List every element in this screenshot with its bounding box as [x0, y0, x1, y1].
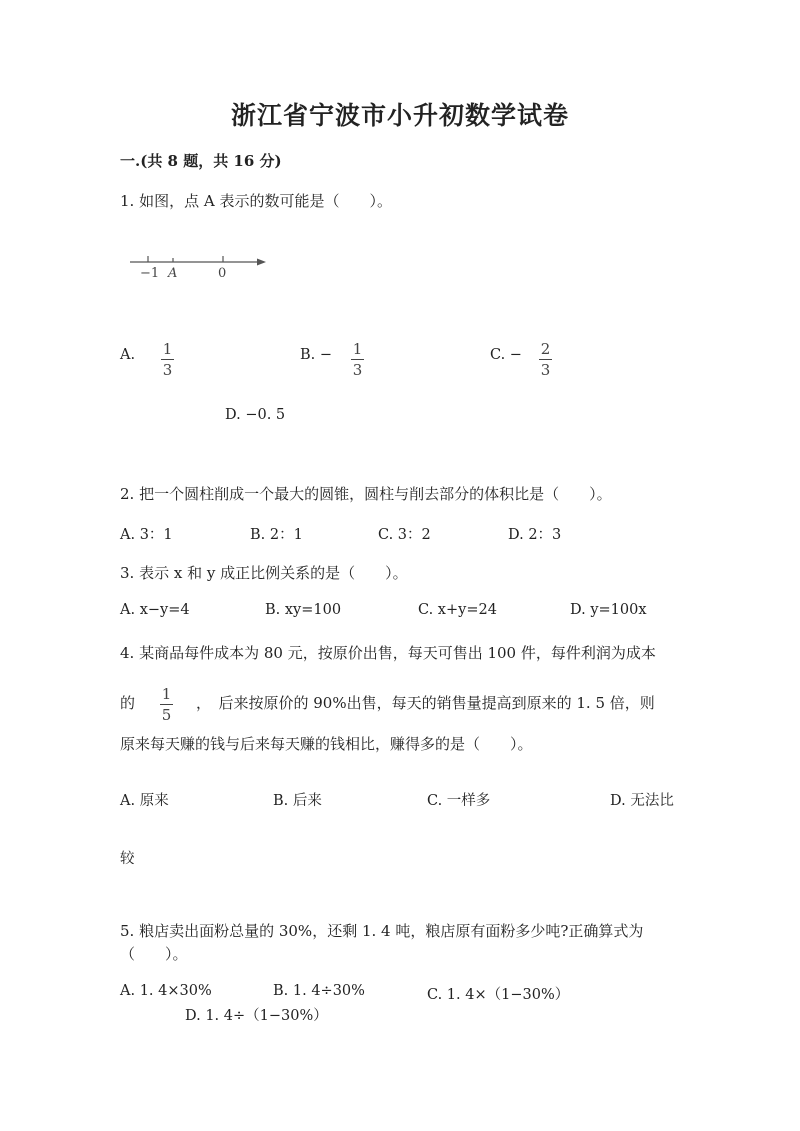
q1-option-a-label[interactable]: A. — [120, 347, 136, 363]
question-1-stem: 1. 如图，点 A 表示的数可能是（ ）。 — [120, 192, 392, 210]
q3-option-b[interactable]: B. xy=100 — [265, 602, 342, 618]
question-5-line-2: （ ）。 — [120, 945, 188, 963]
label-zero: 0 — [218, 266, 227, 281]
q1-option-a-fraction: 1 3 — [162, 340, 173, 379]
label-minus-one: −1 — [140, 266, 160, 281]
q2-option-b[interactable]: B. 2：1 — [250, 527, 303, 543]
question-5-line-1: 5. 粮店卖出面粉总量的 30%，还剩 1. 4 吨，粮店原有面粉多少吨?正确算式为 — [120, 922, 644, 940]
q4-option-d-continued: 较 — [120, 851, 135, 867]
q3-option-c[interactable]: C. x+y=24 — [418, 602, 497, 618]
q1-option-b-fraction: 1 3 — [352, 340, 363, 379]
q4-option-d[interactable]: D. 无法比 — [610, 793, 674, 809]
q5-option-d[interactable]: D. 1. 4÷（1−30%） — [185, 1008, 328, 1024]
q2-option-a[interactable]: A. 3：1 — [120, 527, 173, 543]
q3-option-d[interactable]: D. y=100x — [570, 602, 647, 618]
question-3-stem: 3. 表示 x 和 y 成正比例关系的是（ ）。 — [120, 564, 408, 582]
page-title: 浙江省宁波市小升初数学试卷 — [230, 101, 569, 130]
question-2-stem: 2. 把一个圆柱削成一个最大的圆锥，圆柱与削去部分的体积比是（ ）。 — [120, 485, 612, 503]
q4-fraction: 1 5 — [161, 685, 172, 724]
question-4-line-2-post: ， 后来按原价的 90%出售，每天的销售量提高到原来的 1. 5 倍，则 — [196, 694, 655, 712]
q1-option-d[interactable]: D. −0. 5 — [225, 407, 286, 423]
question-4-line-2-pre: 的 — [120, 694, 136, 712]
q2-option-d[interactable]: D. 2：3 — [508, 527, 562, 543]
number-line-figure — [126, 250, 276, 282]
q4-option-b[interactable]: B. 后来 — [273, 793, 322, 809]
q5-option-b[interactable]: B. 1. 4÷30% — [273, 983, 365, 999]
q3-option-a[interactable]: A. x−y=4 — [120, 602, 190, 618]
q5-option-a[interactable]: A. 1. 4×30% — [120, 983, 212, 999]
section-heading: 一.(共 8 题，共 16 分) — [120, 152, 282, 170]
q1-option-b-label[interactable]: B. − — [300, 347, 333, 363]
q4-option-c[interactable]: C. 一样多 — [427, 793, 491, 809]
q2-option-c[interactable]: C. 3：2 — [378, 527, 431, 543]
question-4-line-3: 原来每天赚的钱与后来每天赚的钱相比，赚得多的是（ ）。 — [120, 735, 533, 753]
q4-option-a[interactable]: A. 原来 — [120, 793, 169, 809]
question-4-line-1: 4. 某商品每件成本为 80 元，按原价出售，每天可售出 100 件，每件利润为成本 — [120, 644, 656, 662]
q1-option-c-label[interactable]: C. − — [490, 347, 522, 363]
label-point-a: A — [168, 266, 178, 281]
q5-option-c[interactable]: C. 1. 4×（1−30%） — [427, 987, 570, 1003]
arrow-right-icon — [257, 259, 266, 266]
q1-option-c-fraction: 2 3 — [540, 340, 551, 379]
